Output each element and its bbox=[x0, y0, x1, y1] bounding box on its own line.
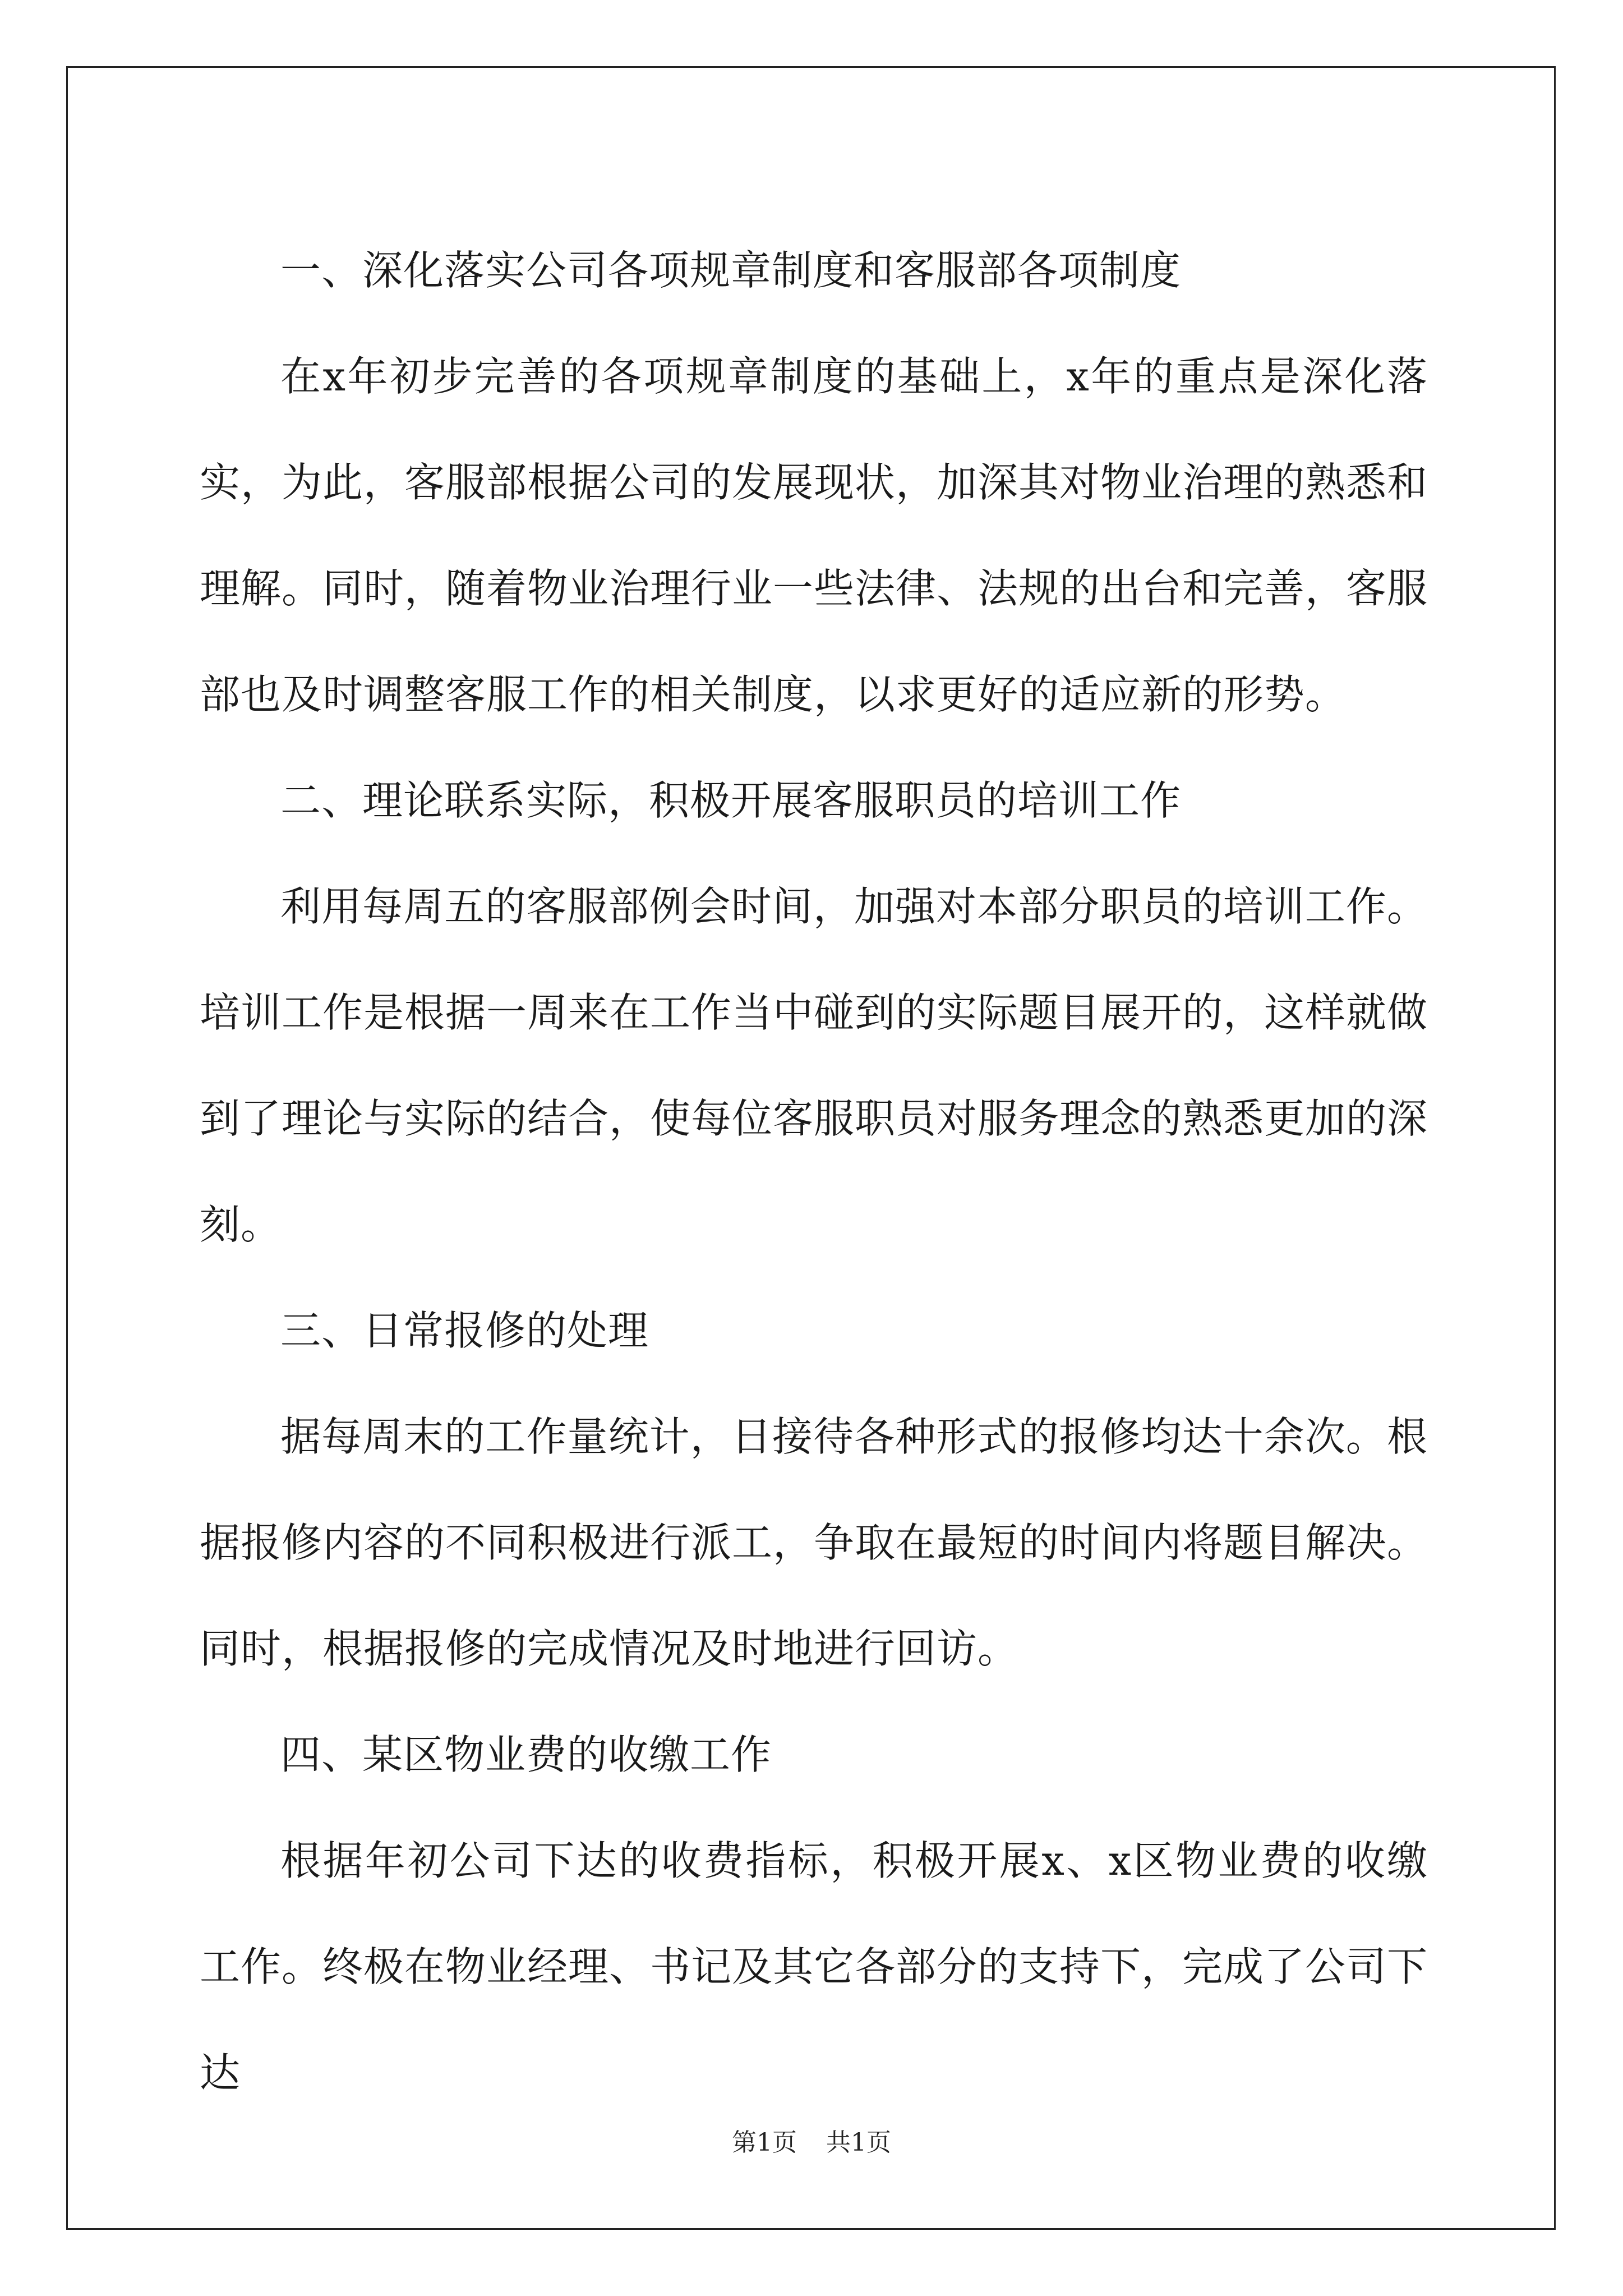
heading-section-2: 二、理论联系实际，积极开展客服职员的培训工作 bbox=[280, 777, 1182, 824]
paragraph-section-3: 据每周末的工作量统计，日接待各种形式的报修均达十余次。根据报修内容的不同积极进行派工，争取在最短的时间内将题目解决。同时，根据报修的完成情况及时地进行回访。 bbox=[200, 1413, 1428, 1672]
page-total: 共1页 bbox=[826, 2128, 891, 2157]
document-body bbox=[200, 218, 1428, 2126]
heading-section-3: 三、日常报修的处理 bbox=[280, 1307, 649, 1354]
paragraph-section-2: 利用每周五的客服部例会时间，加强对本部分职员的培训工作。培训工作是根据一周来在工作当中碰到的实际题目展开的，这样就做到了理论与实际的结合，使每位客服职员对服务理念的熟悉更加的深刻。 bbox=[200, 883, 1428, 1248]
page-number: 第1页 bbox=[732, 2128, 797, 2157]
heading-section-4: 四、某区物业费的收缴工作 bbox=[280, 1731, 772, 1778]
heading-section-1: 一、深化落实公司各项规章制度和客服部各项制度 bbox=[280, 247, 1182, 294]
paragraph-section-1: 在x年初步完善的各项规章制度的基础上，x年的重点是深化落实，为此，客服部根据公司的发展现状，加深其对物业治理的熟悉和理解。同时，随着物业治理行业一些法律、法规的出台和完善，客服部也及时调整客服工作的相关制度，以求更好的适应新的形势。 bbox=[200, 353, 1428, 718]
paragraph-section-4: 根据年初公司下达的收费指标，积极开展x、x区物业费的收缴工作。终极在物业经理、书记及其它各部分的支持下，完成了公司下达 bbox=[200, 1837, 1428, 2096]
page-footer bbox=[0, 2126, 1623, 2160]
